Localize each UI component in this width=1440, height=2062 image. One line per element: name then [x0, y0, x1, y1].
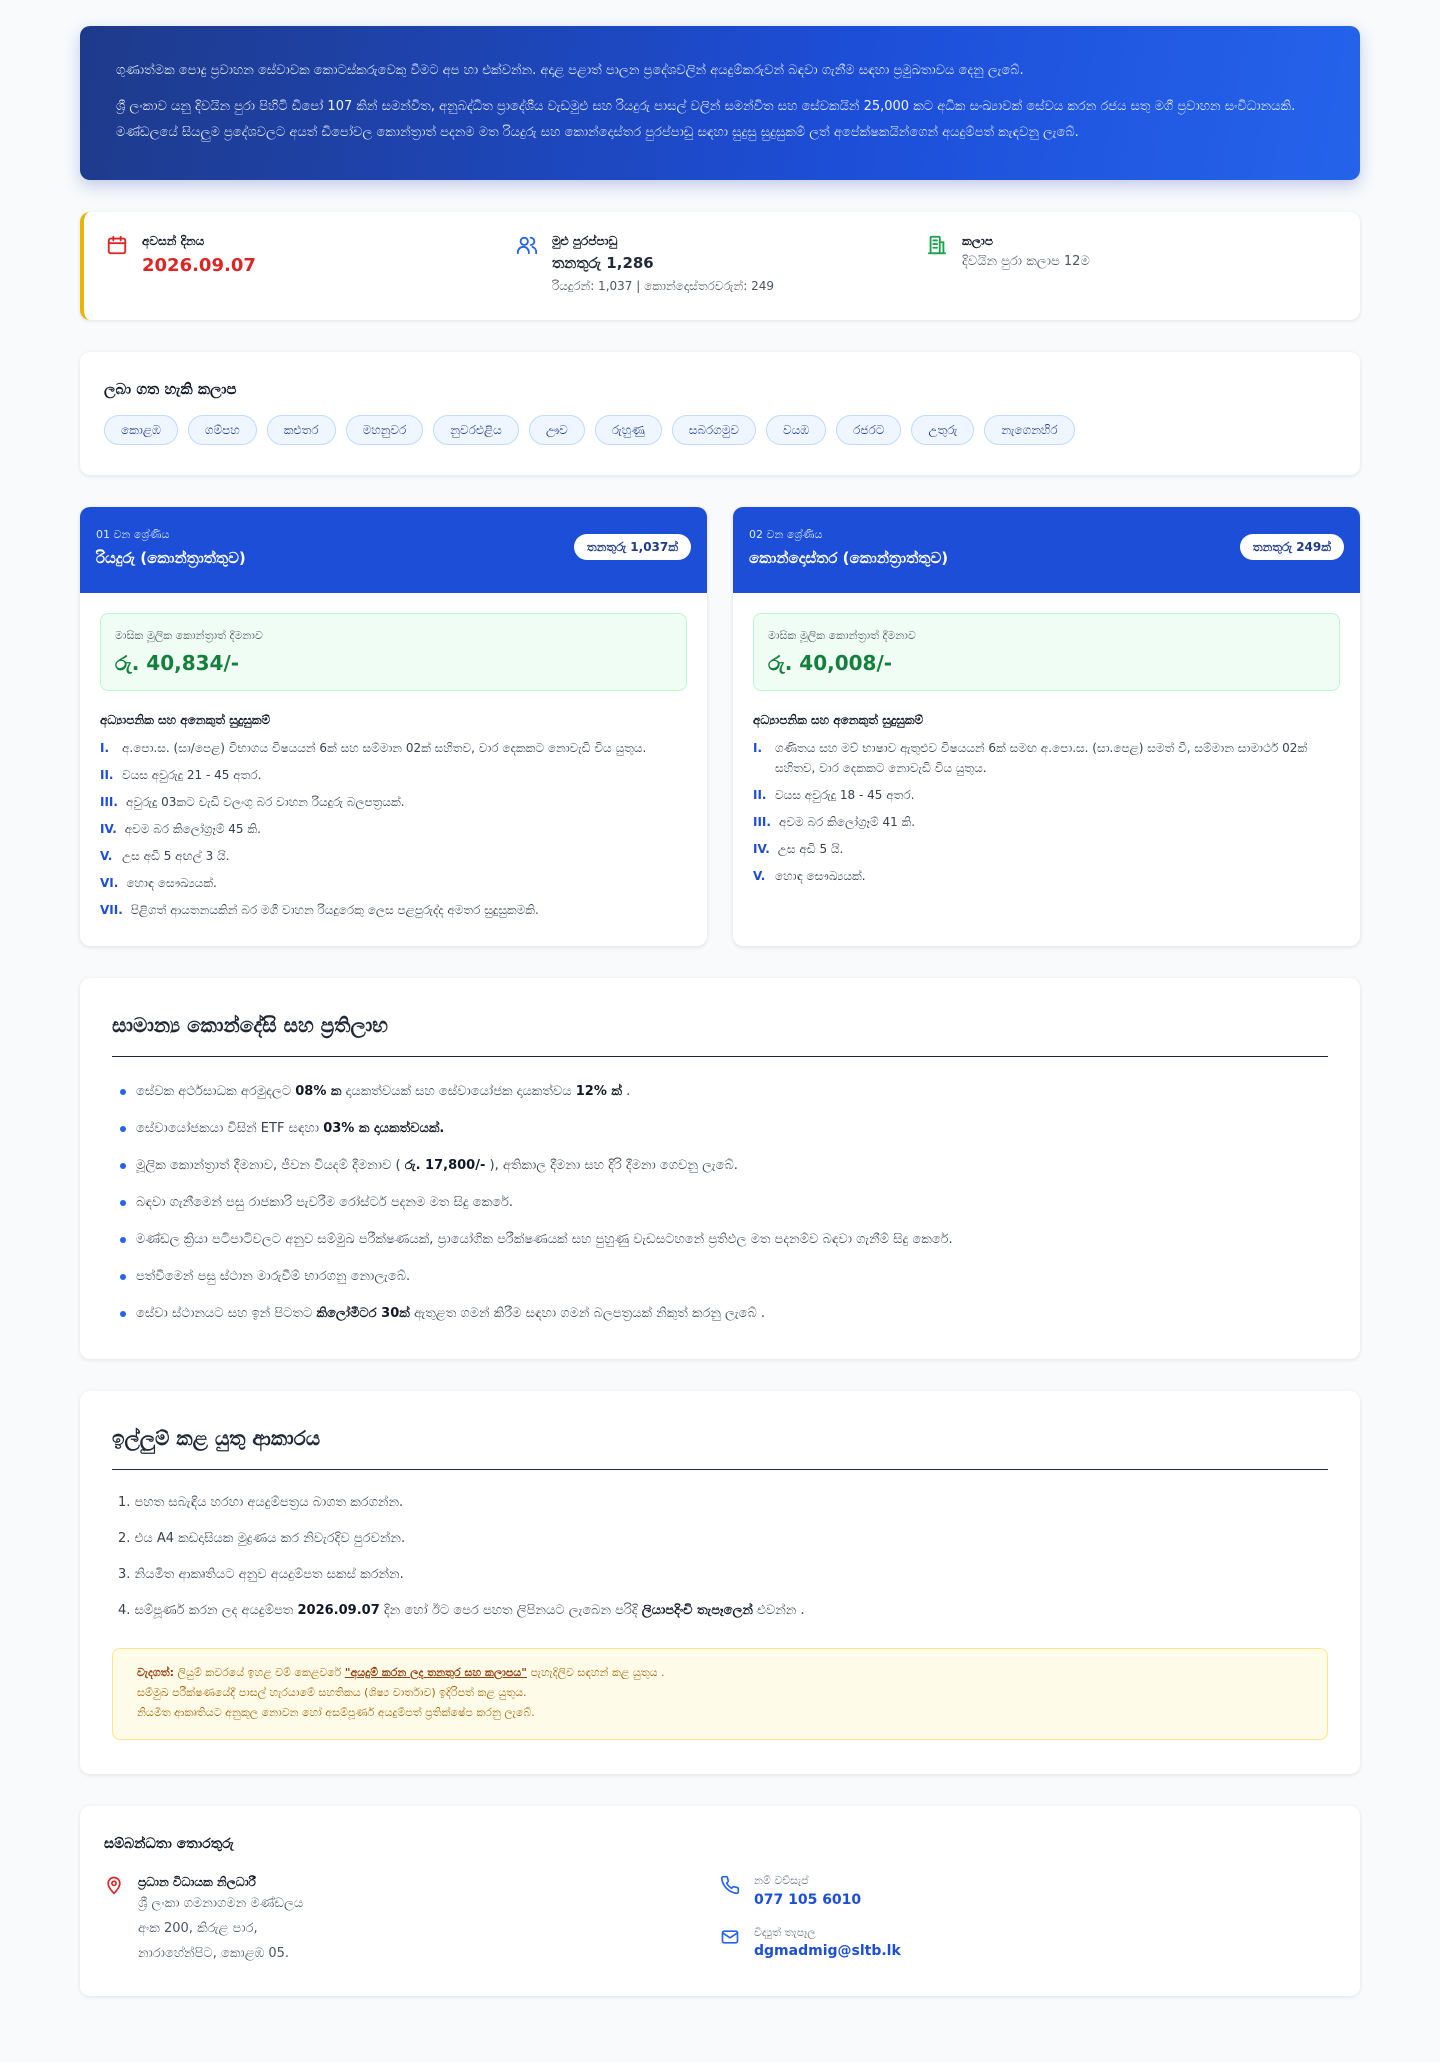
item-text: උස අඩි 5 යි. — [777, 842, 844, 856]
zone-chip[interactable]: රජරට — [836, 415, 901, 445]
available-zones — [80, 352, 1360, 475]
how-to-apply — [80, 1391, 1360, 1774]
item-text: අ.පො.ස. (සා/පෙළ) විභාගය විෂයයන් 6ක් සහ සම්මාන 02ක් සහිතව, වාර දෙකකට නොවැඩි විය යුතුය. — [122, 741, 647, 755]
text: සේවක අර්ථසාධක අරමුදලට — [136, 1084, 296, 1099]
item-text: හොඳ සෞඛ්‍යයක්. — [775, 869, 866, 883]
zones-label: කලාප — [962, 234, 993, 248]
highlight: කිලෝමීටර 30ක් — [316, 1306, 410, 1321]
highlight: 12% ක් — [575, 1084, 622, 1099]
item-text: වයස අවුරුදු 18 - 45 අතර. — [775, 788, 915, 802]
zone-chip[interactable]: කළුතර — [267, 415, 336, 445]
qualifications-list — [753, 735, 1340, 890]
list-item — [112, 1155, 1328, 1177]
item-text: අවම බර කිලෝග්‍රෑම් 41 කි. — [778, 815, 916, 829]
contact-grid — [104, 1873, 1336, 1966]
list-item — [100, 843, 687, 870]
zone-chip[interactable]: උතුරු — [911, 415, 974, 445]
qualifications-list — [100, 735, 687, 924]
list-item — [100, 870, 687, 897]
zone-chip[interactable]: ඌව — [529, 415, 585, 445]
item-number: III. — [100, 795, 118, 809]
post-body — [80, 593, 707, 947]
salary-label: මාසික මූලික කොන්ත්‍රාත් දීමනාව — [768, 628, 916, 642]
address-block — [104, 1873, 720, 1966]
list-item — [753, 735, 1340, 782]
section-title: ඉල්ලුම් කළ යුතු ආකාරය — [112, 1423, 1328, 1470]
list-item — [100, 816, 687, 843]
zone-chip[interactable]: නැගෙනහිර — [984, 415, 1074, 445]
item-number: IV. — [753, 842, 770, 856]
phone-icon — [720, 1875, 740, 1895]
contact-name: ප්‍රධාන විධායක නිලධාරී — [138, 1875, 256, 1889]
list-item — [100, 789, 687, 816]
hero-description: ශ්‍රී ලංකාව යනු දිවයින පුරා පිහිටි ඩිපෝ 107 කින් සමන්විත, අනුබද්ධිත ප්‍රාදේශීය වැඩමුළු සහ රියදුරු පාසල් වලින් සමන්විත සහ සේවකයින් 25,000 කට අධික සංඛ්‍යාවක් සේවය කරන රජය සතු මගී ප්‍රවාහන සංවිධානයකි. මණ්ඩලයේ සියලුම ප්‍රදේශවලට අයත් ඩිපෝවල කොන්ත්‍රාත් පදනම මත රියදුරු සහ කොන්දොස්තර පුරප්පාඩු සඳහා සුදුසු සුදුසුකම් ලත් අපේක්ෂකයින්ගෙන් අයදුම්පත් කැඳවනු ලැබේ. — [116, 99, 1296, 140]
note-line: නියමිත ආකෘතියට අනුකූල නොවන හෝ අසම්පූර්ණ අයදුම්පත් ප්‍රතික්ෂේප කරනු ලැබේ. — [137, 1706, 535, 1719]
post-header — [80, 507, 707, 593]
highlight: 03% ක දායකත්වයක්. — [323, 1121, 445, 1136]
deadline-label: අවසන් දිනය — [142, 234, 205, 248]
contact-title: සම්බන්ධතා තොරතුරු — [104, 1836, 234, 1852]
post-header — [733, 507, 1360, 593]
item-text: අවම බර කිලෝග්‍රෑම් 45 කි. — [124, 822, 261, 836]
salary-label: මාසික මූලික කොන්ත්‍රාත් දීමනාව — [115, 628, 263, 642]
item-number: VII. — [100, 903, 123, 917]
salary-box — [100, 613, 687, 692]
summary-bar — [80, 212, 1360, 320]
vacancies-value: තනතුරු 1,286 — [552, 254, 654, 272]
address-line: ශ්‍රී ලංකා ගමනාගමන මණ්ඩලය — [138, 1896, 304, 1911]
note-line: සම්මුඛ පරීක්ෂණයේදී පාසල් හැරයාමේ සහතිකය (ශිෂ්‍ය වාර්තාව) ඉදිරිපත් කළ යුතුය. — [137, 1686, 527, 1699]
salary-box — [753, 613, 1340, 692]
list-item — [753, 809, 1340, 836]
text: දායකත්වයක් සහ සේවායෝජක දායකත්වය — [341, 1084, 576, 1099]
item-number: I. — [753, 741, 763, 755]
item-text: පිළිගත් ආයතනයකින් බර මගී වාහන රියදුරෙකු ලෙස පළපුරුද්ද අමතර සුදුසුකමකි. — [130, 903, 539, 917]
item-number: V. — [753, 869, 766, 883]
item-number: I. — [100, 741, 110, 755]
list-item — [112, 1118, 1328, 1140]
post-grade: 01 වන ශ්‍රේණිය — [96, 527, 170, 541]
zone-chip[interactable]: සබරගමුව — [672, 415, 756, 445]
vacancies-info — [516, 232, 926, 300]
salary-value: රු. 40,008/- — [768, 651, 893, 675]
email-link[interactable]: dgmadmig@sltb.lk — [754, 1943, 901, 1959]
text: එවන්න . — [752, 1603, 805, 1618]
step-item: 3. නියමිත ආකෘතියට අනුව අයදුම්පත සකස් කරන්න. — [118, 1567, 404, 1582]
vacancies-label: මුළු පුරප්පාඩු — [552, 234, 618, 248]
zone-chip[interactable]: රුහුණු — [595, 415, 662, 445]
text: පැහැදිලිව සඳහන් කළ යුතුය . — [526, 1666, 665, 1679]
text: සේවායෝජකයා විසින් ETF සඳහා — [136, 1121, 324, 1136]
list-item — [100, 762, 687, 789]
text: ඇතුළත ගමන් කිරීම සඳහා ගමන් බලපත්‍රයක් නිකුත් කරනු ලැබේ . — [409, 1306, 766, 1321]
zone-chip[interactable]: මහනුවර — [346, 415, 424, 445]
benefits-list — [112, 1081, 1328, 1325]
item-text: උස අඩි 5 අඟල් 3 යි. — [122, 849, 230, 863]
zones-value: දිවයින පුරා කලාප 12ම — [962, 254, 1090, 269]
text: 4. සම්පූර්ණ කරන ලද අයදුම්පත — [118, 1603, 298, 1618]
qualifications-title: අධ්‍යාපනික සහ අනෙකුත් සුදුසුකම් — [753, 713, 924, 727]
step-item: 1. පහත සබැඳිය හරහා අයදුම්පත්‍රය බාගත කරගන්න. — [118, 1495, 404, 1510]
post-title: කොන්දොස්තර (කොන්ත්‍රාත්තුව) — [749, 549, 949, 567]
post-count-badge: තනතුරු 1,037ක් — [574, 534, 691, 560]
phone-link[interactable]: 077 105 6010 — [754, 1891, 862, 1908]
text: මූලික කොන්ත්‍රාත් දීමනාව, ජීවන වියදම් දීමනාව ( — [136, 1158, 405, 1173]
email-label: විද්‍යුත් තැපෑල — [754, 1925, 816, 1939]
salary-value: රු. 40,834/- — [115, 651, 240, 675]
text: සේවා ස්ථානයට සහ ඉන් පිටතට — [136, 1306, 317, 1321]
list-item — [100, 735, 687, 762]
list-item: පත්වීමෙන් පසු ස්ථාන මාරුවීම් භාරගනු නොලැබේ. — [112, 1266, 1328, 1288]
item-text: හොඳ සෞඛ්‍යයක්. — [126, 876, 217, 890]
step-item — [112, 1600, 1328, 1622]
hero-banner — [80, 26, 1360, 180]
vacancies-breakdown: රියදුරන්: 1,037 | කොන්දොස්තරවරුන්: 249 — [552, 278, 774, 293]
text: ), අතිකාල දීමනා සහ දිරි දීමනා ගෙවනු ලැබේ. — [485, 1158, 738, 1173]
list-item — [753, 863, 1340, 890]
item-number: III. — [753, 815, 771, 829]
post-count-badge: තනතුරු 249ක් — [1240, 534, 1344, 560]
item-number: VI. — [100, 876, 119, 890]
highlight: "අයදුම් කරන ලද තනතුර සහ කලාපය" — [344, 1666, 527, 1679]
terms-benefits — [80, 978, 1360, 1359]
item-text: වයස අවුරුදු 21 - 45 අතර. — [122, 768, 262, 782]
item-text: ගණිතය සහ මව් භාෂාව ඇතුළුව විෂයයන් 6ක් සමඟ අ.පො.ස. (සා.පෙළ) සමත් වී, සම්මාන සාමාර්ථ 02ක් සහිතව, වාර දෙකකට නොවැඩි විය යුතුය. — [775, 741, 1308, 775]
list-item: මණ්ඩල ක්‍රියා පටිපාටිවලට අනුව සම්මුඛ පරීක්ෂණයක්, ප්‍රායෝගික පරීක්ෂණයක් සහ පුහුණු වැඩසටහනේ ප්‍රතිඵල මත පදනම්ව බඳවා ගැනීම් සිදු කෙරේ. — [112, 1229, 1328, 1251]
highlight: 08% ක — [295, 1084, 342, 1099]
address-line: අංක 200, කිරුළ පාර, — [138, 1921, 258, 1936]
zone-chip[interactable]: නුවරඑළිය — [433, 415, 519, 445]
post-card-driver — [80, 507, 707, 947]
post-card-conductor — [733, 507, 1360, 947]
zone-chip[interactable]: කොළඹ — [104, 415, 178, 445]
calendar-icon — [106, 234, 128, 256]
list-item — [112, 1303, 1328, 1325]
hero-intro: ගුණාත්මක පොදු ප්‍රවාහන සේවාවක කොටස්කරුවෙකු වීමට අප හා එක්වන්න. අදාළ පළාත් පාලන ප්‍රදේශවලින් අයදුම්කරුවන් බඳවා ගැනීම සඳහා ප්‍රමුඛතාවය දෙනු ලැබේ. — [116, 63, 1024, 78]
list-item — [112, 1081, 1328, 1103]
users-icon — [516, 234, 538, 256]
note-label: වැදගත්: — [137, 1666, 175, 1679]
post-title: රියදුරු (කොන්ත්‍රාත්තුව) — [96, 549, 246, 567]
zones-title: ලබා ගත හැකි කලාප — [104, 380, 237, 398]
list-item — [753, 836, 1340, 863]
list-item: බඳවා ගැනීමෙන් පසු රාජකාරි පැවරීම රෝස්ටර් පදනම මත සිදු කෙරේ. — [112, 1192, 1328, 1214]
item-number: II. — [753, 788, 767, 802]
highlight: 2026.09.07 — [297, 1603, 380, 1618]
map-pin-icon — [104, 1875, 124, 1895]
item-number: IV. — [100, 822, 117, 836]
phone-label: නම් වච්සැප් — [754, 1874, 809, 1887]
zone-chip[interactable]: වයඹ — [766, 415, 826, 445]
text: . — [621, 1084, 631, 1099]
item-number: V. — [100, 849, 113, 863]
item-text: අවුරුදු 03කට වැඩි වලංගු බර වාහන රියදුරු බලපත්‍රයක්. — [125, 795, 405, 809]
section-title: සාමාන්‍ය කොන්දේසි සහ ප්‍රතිලාභ — [112, 1010, 1328, 1057]
item-number: II. — [100, 768, 114, 782]
steps-list — [112, 1492, 1328, 1622]
email-row — [720, 1925, 1336, 1963]
contact-info — [80, 1806, 1360, 1996]
step-item: 2. එය A4 කඩදාසියක මුද්‍රණය කර නිවැරදිව පුරවන්න. — [118, 1531, 406, 1546]
list-item — [100, 897, 687, 924]
text: ලියුම් කවරයේ ඉහළ වම් කෙළවරේ — [174, 1666, 345, 1679]
address-line: නාරාහේන්පිට, කොළඹ 05. — [138, 1946, 290, 1961]
deadline-value: 2026.09.07 — [142, 255, 256, 276]
zone-chip-list — [104, 415, 1336, 445]
post-cards — [80, 507, 1360, 947]
zones-info — [926, 232, 1336, 300]
deadline-info — [106, 232, 516, 300]
qualifications-title: අධ්‍යාපනික සහ අනෙකුත් සුදුසුකම් — [100, 713, 271, 727]
mail-icon — [720, 1927, 740, 1947]
highlight: ලියාපදිංචි තැපෑලෙන් — [641, 1603, 753, 1618]
zone-chip[interactable]: ගම්පහ — [188, 415, 257, 445]
highlight: රු. 17,800/- — [404, 1158, 486, 1173]
note-line — [137, 1663, 1303, 1683]
important-note — [112, 1648, 1328, 1740]
list-item — [753, 782, 1340, 809]
phone-row — [720, 1873, 1336, 1911]
text: දින හෝ ඊට පෙර පහත ලිපිනයට ලැබෙන පරිදි — [379, 1603, 642, 1618]
post-grade: 02 වන ශ්‍රේණිය — [749, 527, 823, 541]
building-icon — [926, 234, 948, 256]
contact-methods — [720, 1873, 1336, 1966]
post-body — [733, 593, 1360, 913]
